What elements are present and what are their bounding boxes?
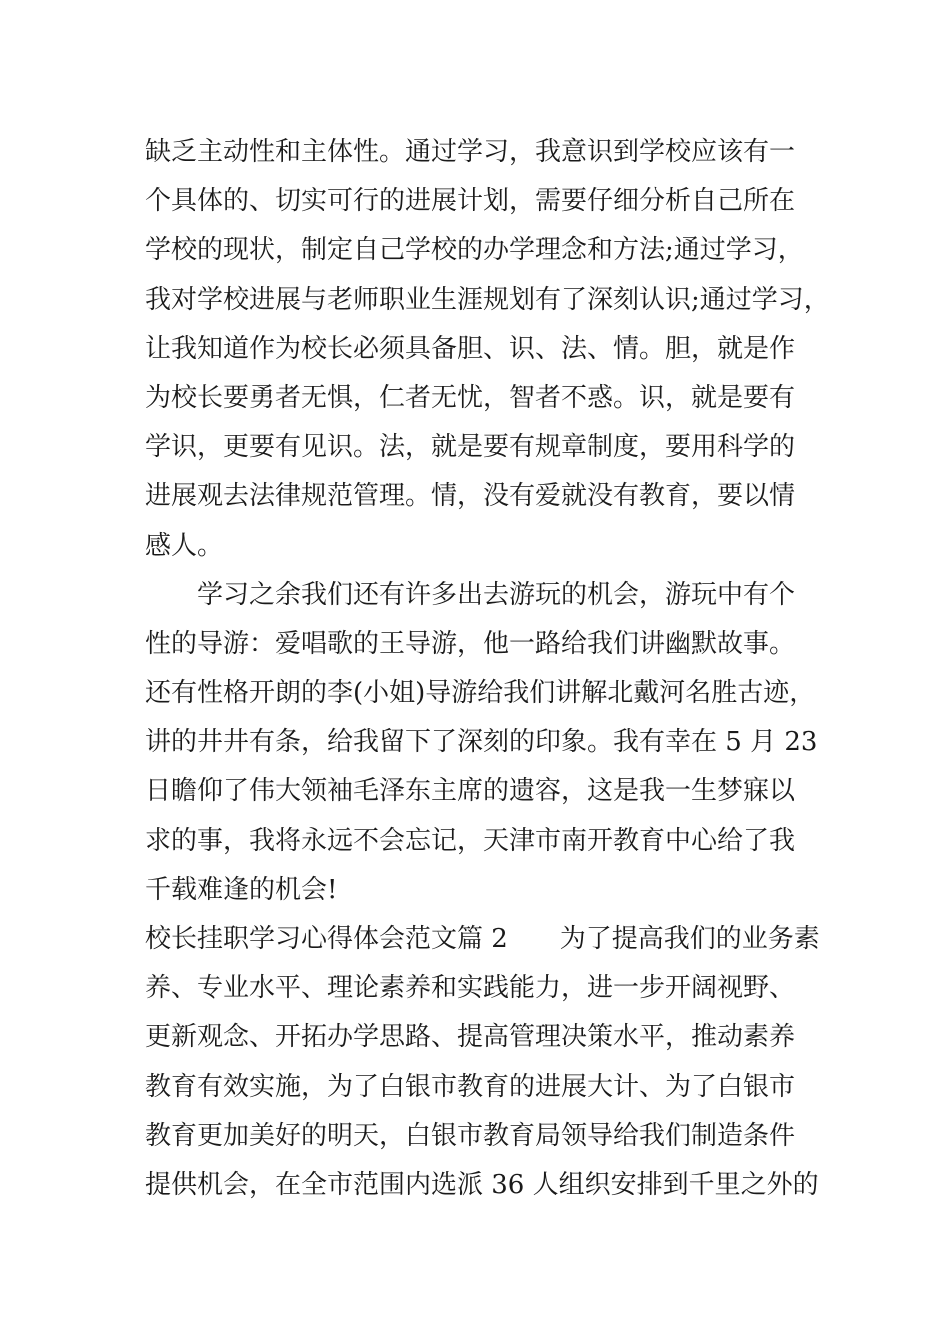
text-line: 性的导游：爱唱歌的王导游，他一路给我们讲幽默故事。 (145, 628, 796, 659)
text-line: 为校长要勇者无惧，仁者无忧，智者不惑。识，就是要有 (145, 382, 796, 413)
text-line: 更新观念、开拓办学思路、提高管理决策水平，推动素养 (145, 1022, 796, 1053)
text-line: 我对学校进展与老师职业生涯规划有了深刻认识;通过学习， (145, 284, 830, 315)
text-line: 还有性格开朗的李(小姐)导游给我们讲解北戴河名胜古迹， (145, 678, 816, 709)
text-line: 学习之余我们还有许多出去游玩的机会，游玩中有个 (145, 579, 796, 610)
text-line: 学校的现状，制定自己学校的办学理念和方法;通过学习， (145, 235, 804, 266)
text-line: 教育有效实施，为了白银市教育的进展大计、为了白银市 (145, 1071, 796, 1102)
text-line: 求的事，我将永远不会忘记，天津市南开教育中心给了我 (145, 825, 796, 856)
text-line: 学识，更要有见识。法，就是要有规章制度，要用科学的 (145, 432, 796, 463)
text-line: 进展观去法律规范管理。情，没有爱就没有教育，要以情 (145, 481, 796, 512)
text-line: 感人。 (145, 530, 224, 561)
text-line: 养、专业水平、理论素养和实践能力，进一步开阔视野、 (145, 973, 796, 1004)
section-heading-line: 校长挂职学习心得体会范文篇 2 为了提高我们的业务素 (145, 924, 820, 954)
text-line: 提供机会，在全市范围内选派 36 人组织安排到千里之外的 (145, 1169, 819, 1200)
text-line: 日瞻仰了伟大领袖毛泽东主席的遗容，这是我一生梦寐以 (145, 776, 796, 807)
text-line: 个具体的、切实可行的进展计划，需要仔细分析自己所在 (145, 186, 796, 217)
text-line: 教育更加美好的明天，白银市教育局领导给我们制造条件 (145, 1120, 796, 1151)
text-line: 讲的井井有条，给我留下了深刻的印象。我有幸在 5 月 23 (145, 727, 818, 758)
text-line: 缺乏主动性和主体性。通过学习，我意识到学校应该有一 (145, 137, 796, 167)
text-line: 千载难逢的机会! (145, 874, 338, 905)
text-line: 让我知道作为校长必须具备胆、识、法、情。胆，就是作 (145, 333, 796, 364)
body-text (145, 128, 845, 1210)
